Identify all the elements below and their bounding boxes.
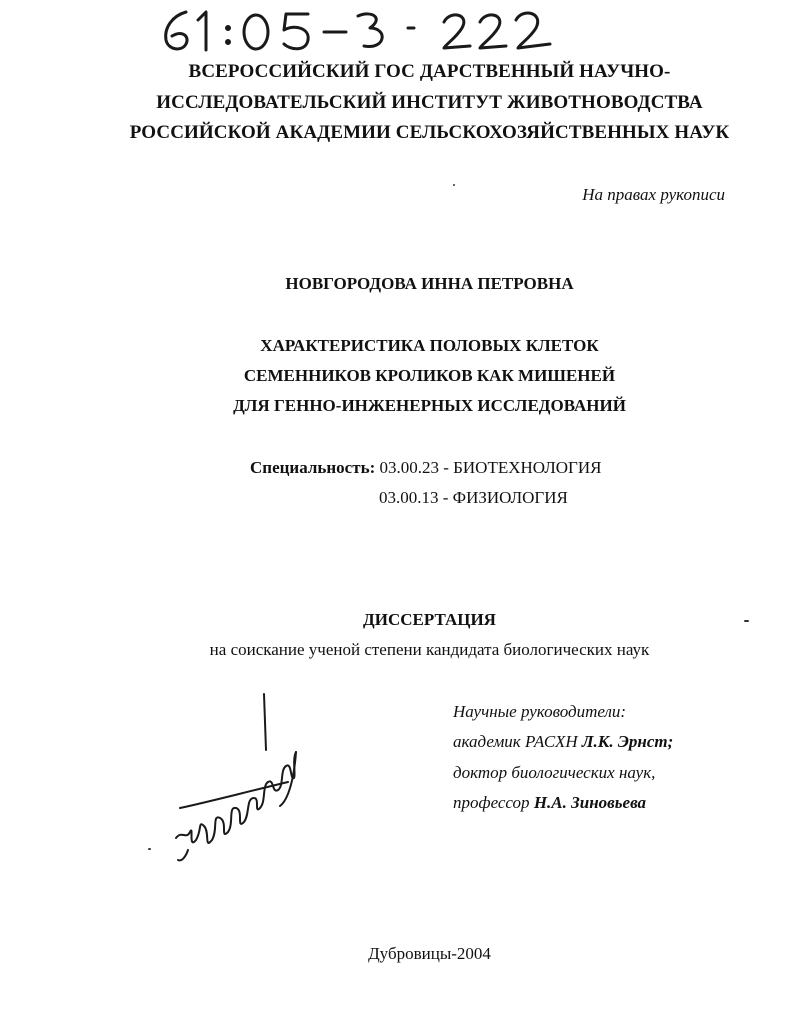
thesis-title-line-1: ХАРАКТЕРИСТИКА ПОЛОВЫХ КЛЕТОК bbox=[260, 336, 599, 355]
supervisor-2-name: Н.А. Зиновьева bbox=[533, 793, 647, 812]
specialty-line-1 bbox=[250, 458, 601, 478]
institute-name-line-1: ВСЕРОССИЙСКИЙ ГОС ДАРСТВЕННЫЙ НАУЧНО- bbox=[188, 61, 671, 82]
manuscript-rights-note: На правах рукописи bbox=[582, 185, 725, 204]
dissertation-heading: ДИССЕРТАЦИЯ bbox=[363, 610, 496, 629]
signature-drawing bbox=[168, 690, 308, 865]
specialty-code-2: 03.00.13 - ФИЗИОЛОГИЯ bbox=[379, 488, 568, 507]
specialty-label: Специальность: bbox=[250, 458, 376, 477]
scan-speck bbox=[744, 620, 749, 622]
handwritten-catalog-number bbox=[158, 6, 578, 56]
dissertation-subtitle: на соискание ученой степени кандидата биологических наук bbox=[209, 640, 650, 659]
supervisor-1-title: академик РАСХН bbox=[453, 732, 578, 751]
specialty-code-1: 03.00.23 - БИОТЕХНОЛОГИЯ bbox=[379, 458, 602, 477]
supervisor-2-degree: доктор биологических наук, bbox=[453, 763, 656, 782]
place-and-year: Дубровицы-2004 bbox=[368, 944, 491, 963]
thesis-title-line-3: ДЛЯ ГЕННО-ИНЖЕНЕРНЫХ ИССЛЕДОВАНИЙ bbox=[233, 396, 626, 415]
supervisor-2 bbox=[453, 793, 646, 813]
supervisors-heading: Научные руководители: bbox=[453, 702, 627, 721]
supervisor-1 bbox=[453, 732, 673, 752]
scan-speck bbox=[453, 184, 455, 186]
handwritten-catalog-number-drawing bbox=[158, 6, 578, 56]
author-name: НОВГОРОДОВА ИННА ПЕТРОВНА bbox=[285, 274, 574, 293]
institute-name-line-3: РОССИЙСКОЙ АКАДЕМИИ СЕЛЬСКОХОЗЯЙСТВЕННЫХ НАУК bbox=[129, 122, 730, 143]
institute-name-line-2: ИССЛЕДОВАТЕЛЬСКИЙ ИНСТИТУТ ЖИВОТНОВОДСТВА bbox=[156, 92, 703, 113]
supervisor-1-name: Л.К. Эрнст; bbox=[581, 732, 674, 751]
thesis-title-line-2: СЕМЕННИКОВ КРОЛИКОВ КАК МИШЕНЕЙ bbox=[243, 366, 616, 385]
scan-speck bbox=[148, 848, 151, 850]
supervisor-2-title: профессор bbox=[453, 793, 530, 812]
handwritten-signature bbox=[168, 690, 308, 865]
